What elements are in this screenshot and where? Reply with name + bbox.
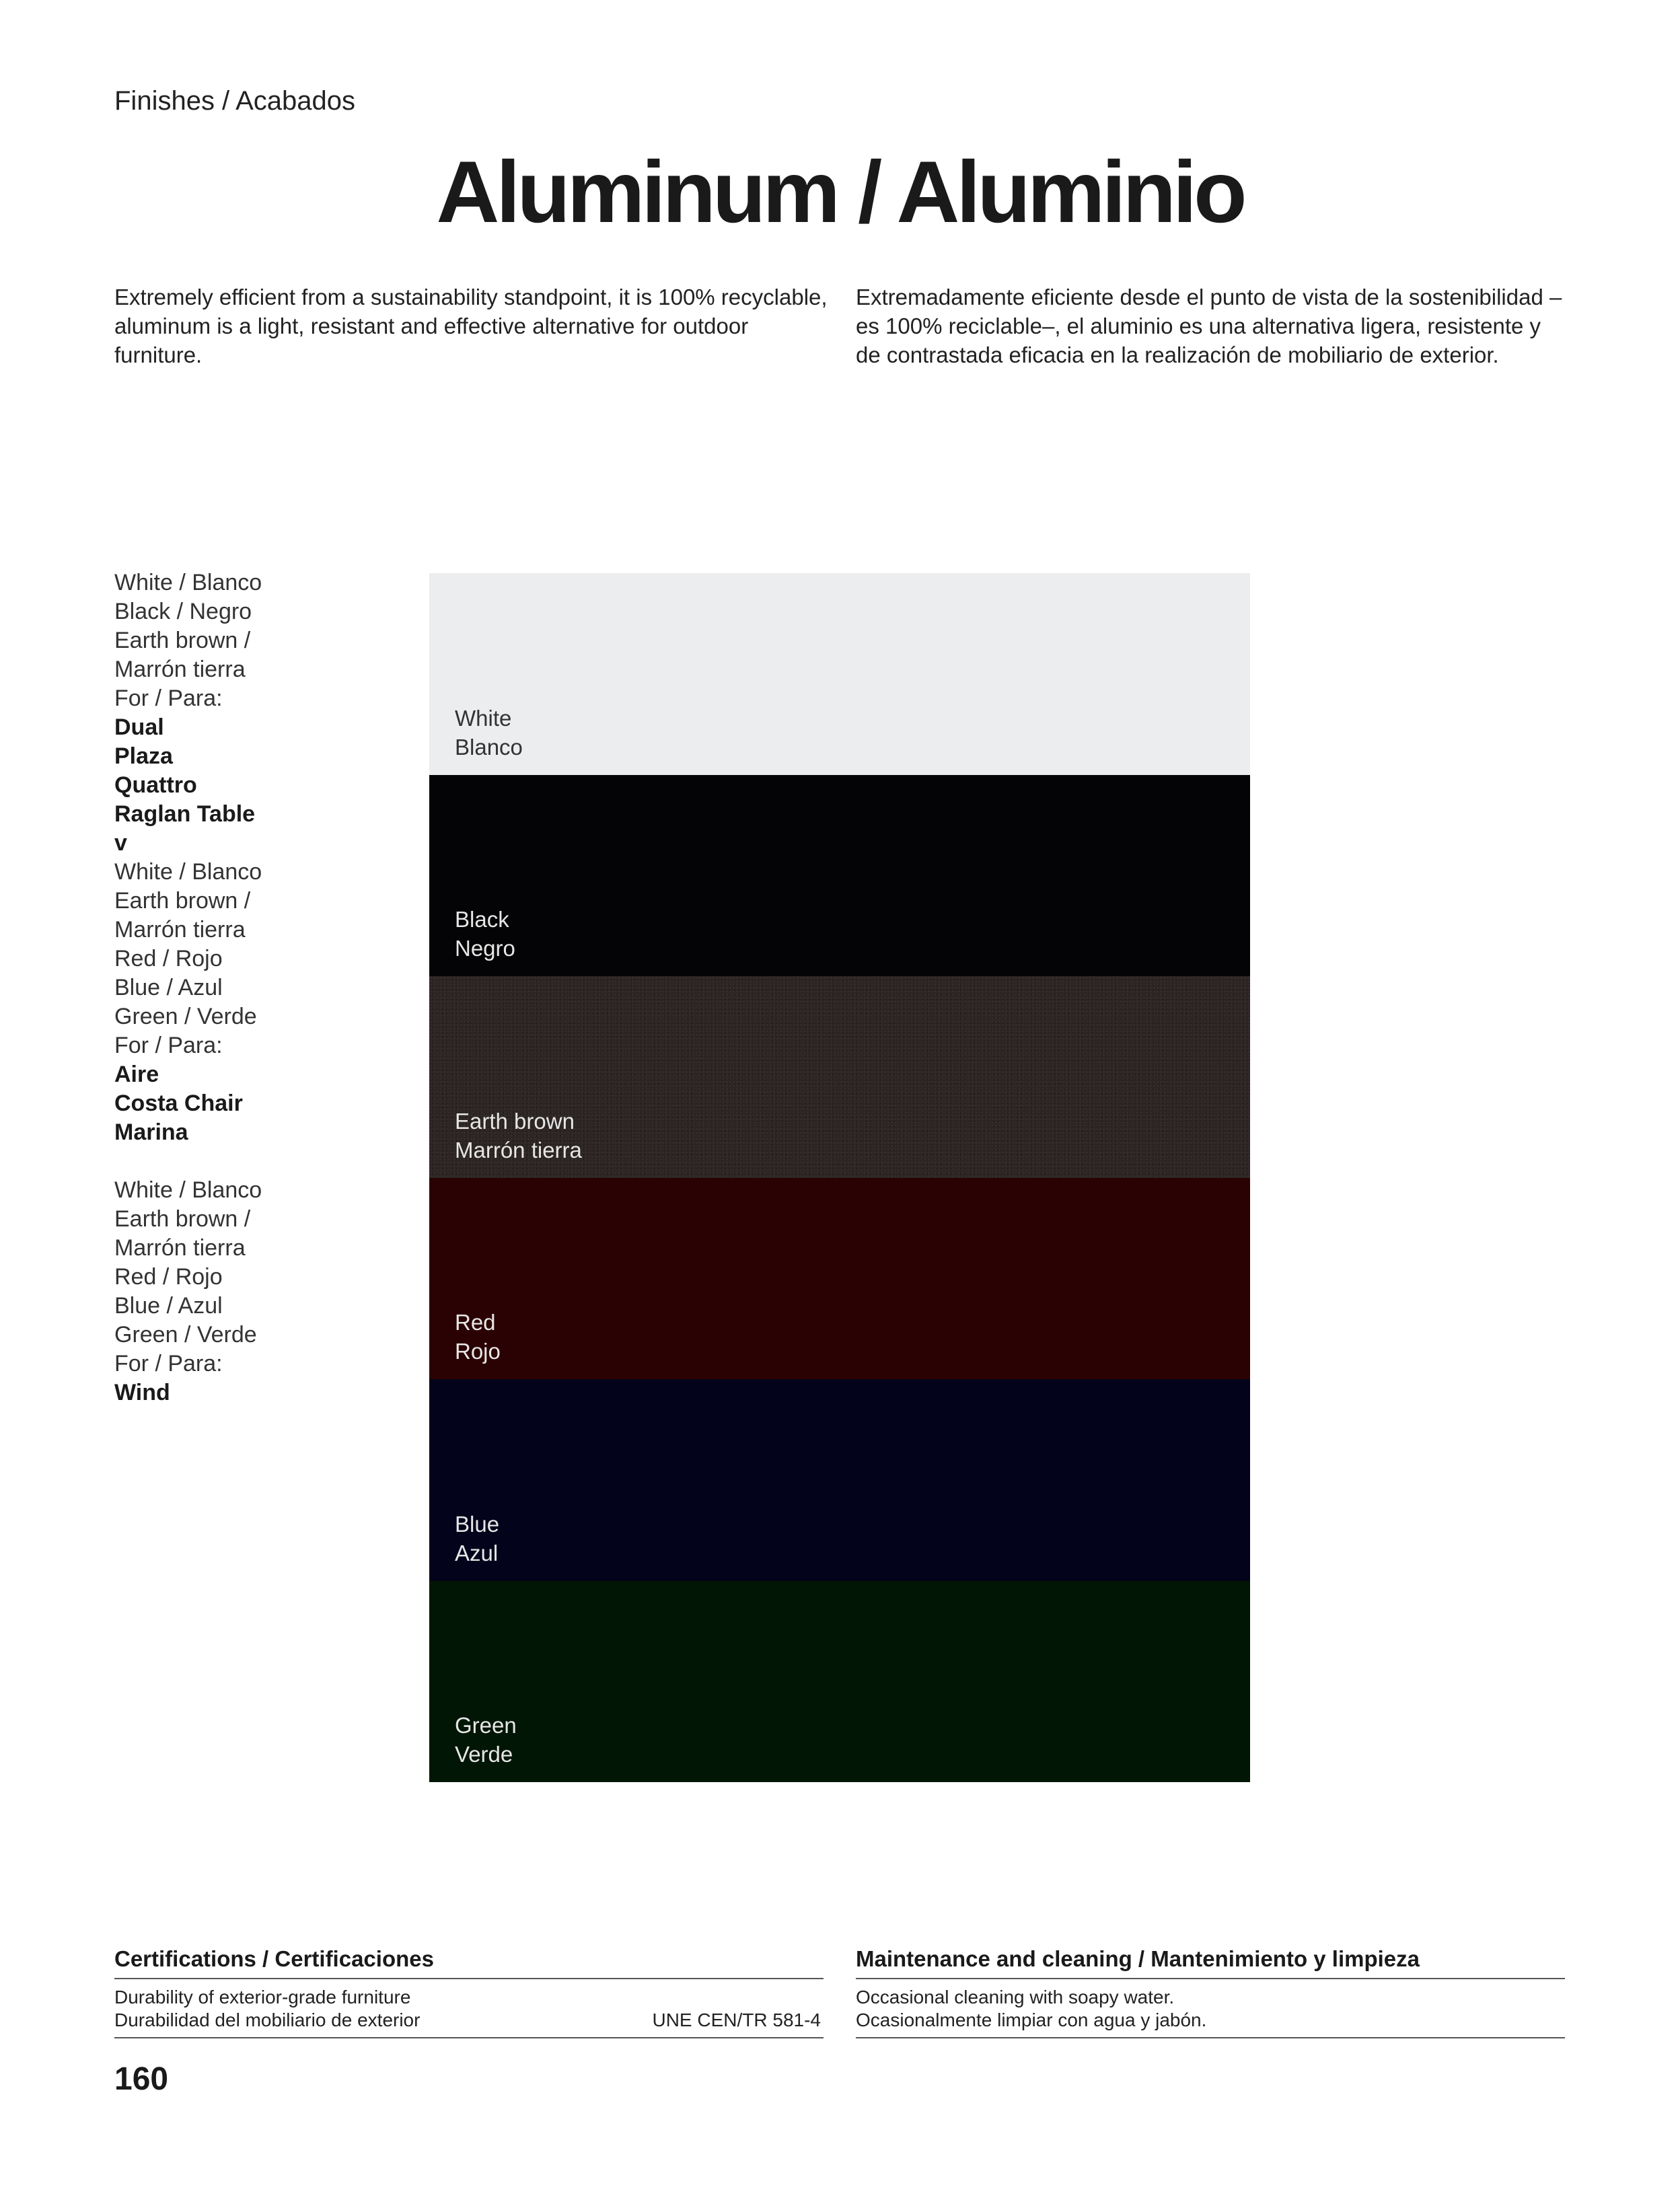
product-name: Dual (114, 714, 164, 740)
product-name: Quattro (114, 772, 197, 798)
swatch-name-en: Blue (455, 1511, 500, 1537)
finish-option: Earth brown / (114, 628, 251, 653)
finish-option: Green / Verde (114, 1004, 257, 1029)
finish-option: Earth brown / (114, 1206, 251, 1232)
swatch-name-en: Black (455, 907, 509, 932)
finish-group-spacer (114, 1147, 404, 1176)
swatch-name-es: Rojo (455, 1339, 501, 1364)
swatch-label (455, 1308, 501, 1366)
certifications-heading: Certifications / Certificaciones (114, 1946, 824, 1979)
maintenance-line-en: Occasional cleaning with soapy water. (856, 1987, 1175, 2007)
certification-code: UNE CEN/TR 581-4 (652, 2010, 821, 2030)
swatch-name-en: Red (455, 1310, 496, 1335)
intro-spanish: Extremadamente eficiente desde el punto de vista de la sostenibilidad – es 100% reciclable–, el aluminio es una alternativa ligera, resistente y de contrastada eficacia en la realización de mobiliario de exterior. (856, 285, 1562, 367)
color-swatch (429, 775, 1250, 977)
finish-option: Red / Rojo (114, 946, 223, 971)
finish-option: White / Blanco (114, 1177, 262, 1203)
swatch-label (455, 1711, 517, 1769)
product-name: v (114, 830, 127, 856)
color-swatch (429, 976, 1250, 1178)
finish-option: White / Blanco (114, 859, 262, 885)
finish-option: For / Para: (114, 686, 223, 711)
finish-option: Earth brown / (114, 888, 251, 914)
product-name: Costa Chair (114, 1091, 243, 1116)
swatch-name-es: Azul (455, 1540, 499, 1565)
swatch-label (455, 1510, 499, 1568)
swatch-label (455, 905, 515, 963)
product-name: Plaza (114, 743, 173, 769)
product-name: Wind (114, 1380, 170, 1405)
page-title: Aluminum / Aluminio (436, 143, 1244, 241)
maintenance-line-es: Ocasionalmente limpiar con agua y jabón. (856, 2010, 1207, 2030)
color-swatch (429, 1379, 1250, 1581)
section-label: Finishes / Acabados (114, 86, 355, 116)
page-number: 160 (114, 2061, 169, 2097)
finish-option: White / Blanco (114, 570, 262, 595)
finish-option: Green / Verde (114, 1322, 257, 1348)
certification-line-en: Durability of exterior-grade furniture (114, 1987, 411, 2007)
finish-option: Blue / Azul (114, 975, 223, 1000)
product-name: Raglan Table (114, 801, 256, 827)
finish-option: Marrón tierra (114, 1235, 246, 1261)
swatch-name-es: Verde (455, 1742, 513, 1767)
finish-option: For / Para: (114, 1033, 223, 1058)
swatch-name-es: Marrón tierra (455, 1137, 582, 1163)
swatch-label (455, 704, 523, 762)
product-name: Marina (114, 1119, 188, 1145)
finish-option: Black / Negro (114, 599, 252, 624)
finish-option: For / Para: (114, 1351, 223, 1376)
maintenance-body (856, 1979, 1565, 2038)
color-swatch (429, 1178, 1250, 1380)
finish-availability-list (114, 568, 404, 1407)
maintenance-heading: Maintenance and cleaning / Mantenimiento y limpieza (856, 1946, 1565, 1979)
color-swatch-panel (429, 573, 1250, 1782)
swatch-name-es: Blanco (455, 734, 523, 760)
finish-option: Marrón tierra (114, 917, 246, 943)
swatch-label (455, 1107, 582, 1165)
product-name: Aire (114, 1062, 159, 1087)
intro-english: Extremely efficient from a sustainability standpoint, it is 100% recyclable, aluminum is a light, resistant and effective alternative for outdoor furniture. (114, 285, 828, 367)
finish-option: Marrón tierra (114, 657, 246, 682)
swatch-name-en: Green (455, 1713, 517, 1738)
swatch-name-es: Negro (455, 936, 515, 961)
color-swatch (429, 1581, 1250, 1783)
certifications-section (114, 1946, 824, 2038)
finish-option: Red / Rojo (114, 1264, 223, 1290)
finish-option: Blue / Azul (114, 1293, 223, 1319)
swatch-name-en: White (455, 705, 512, 731)
maintenance-section (856, 1946, 1565, 2038)
certifications-body (114, 1979, 824, 2038)
color-swatch (429, 573, 1250, 775)
swatch-name-en: Earth brown (455, 1108, 575, 1134)
certification-line-es: Durabilidad del mobiliario de exterior (114, 2010, 421, 2030)
